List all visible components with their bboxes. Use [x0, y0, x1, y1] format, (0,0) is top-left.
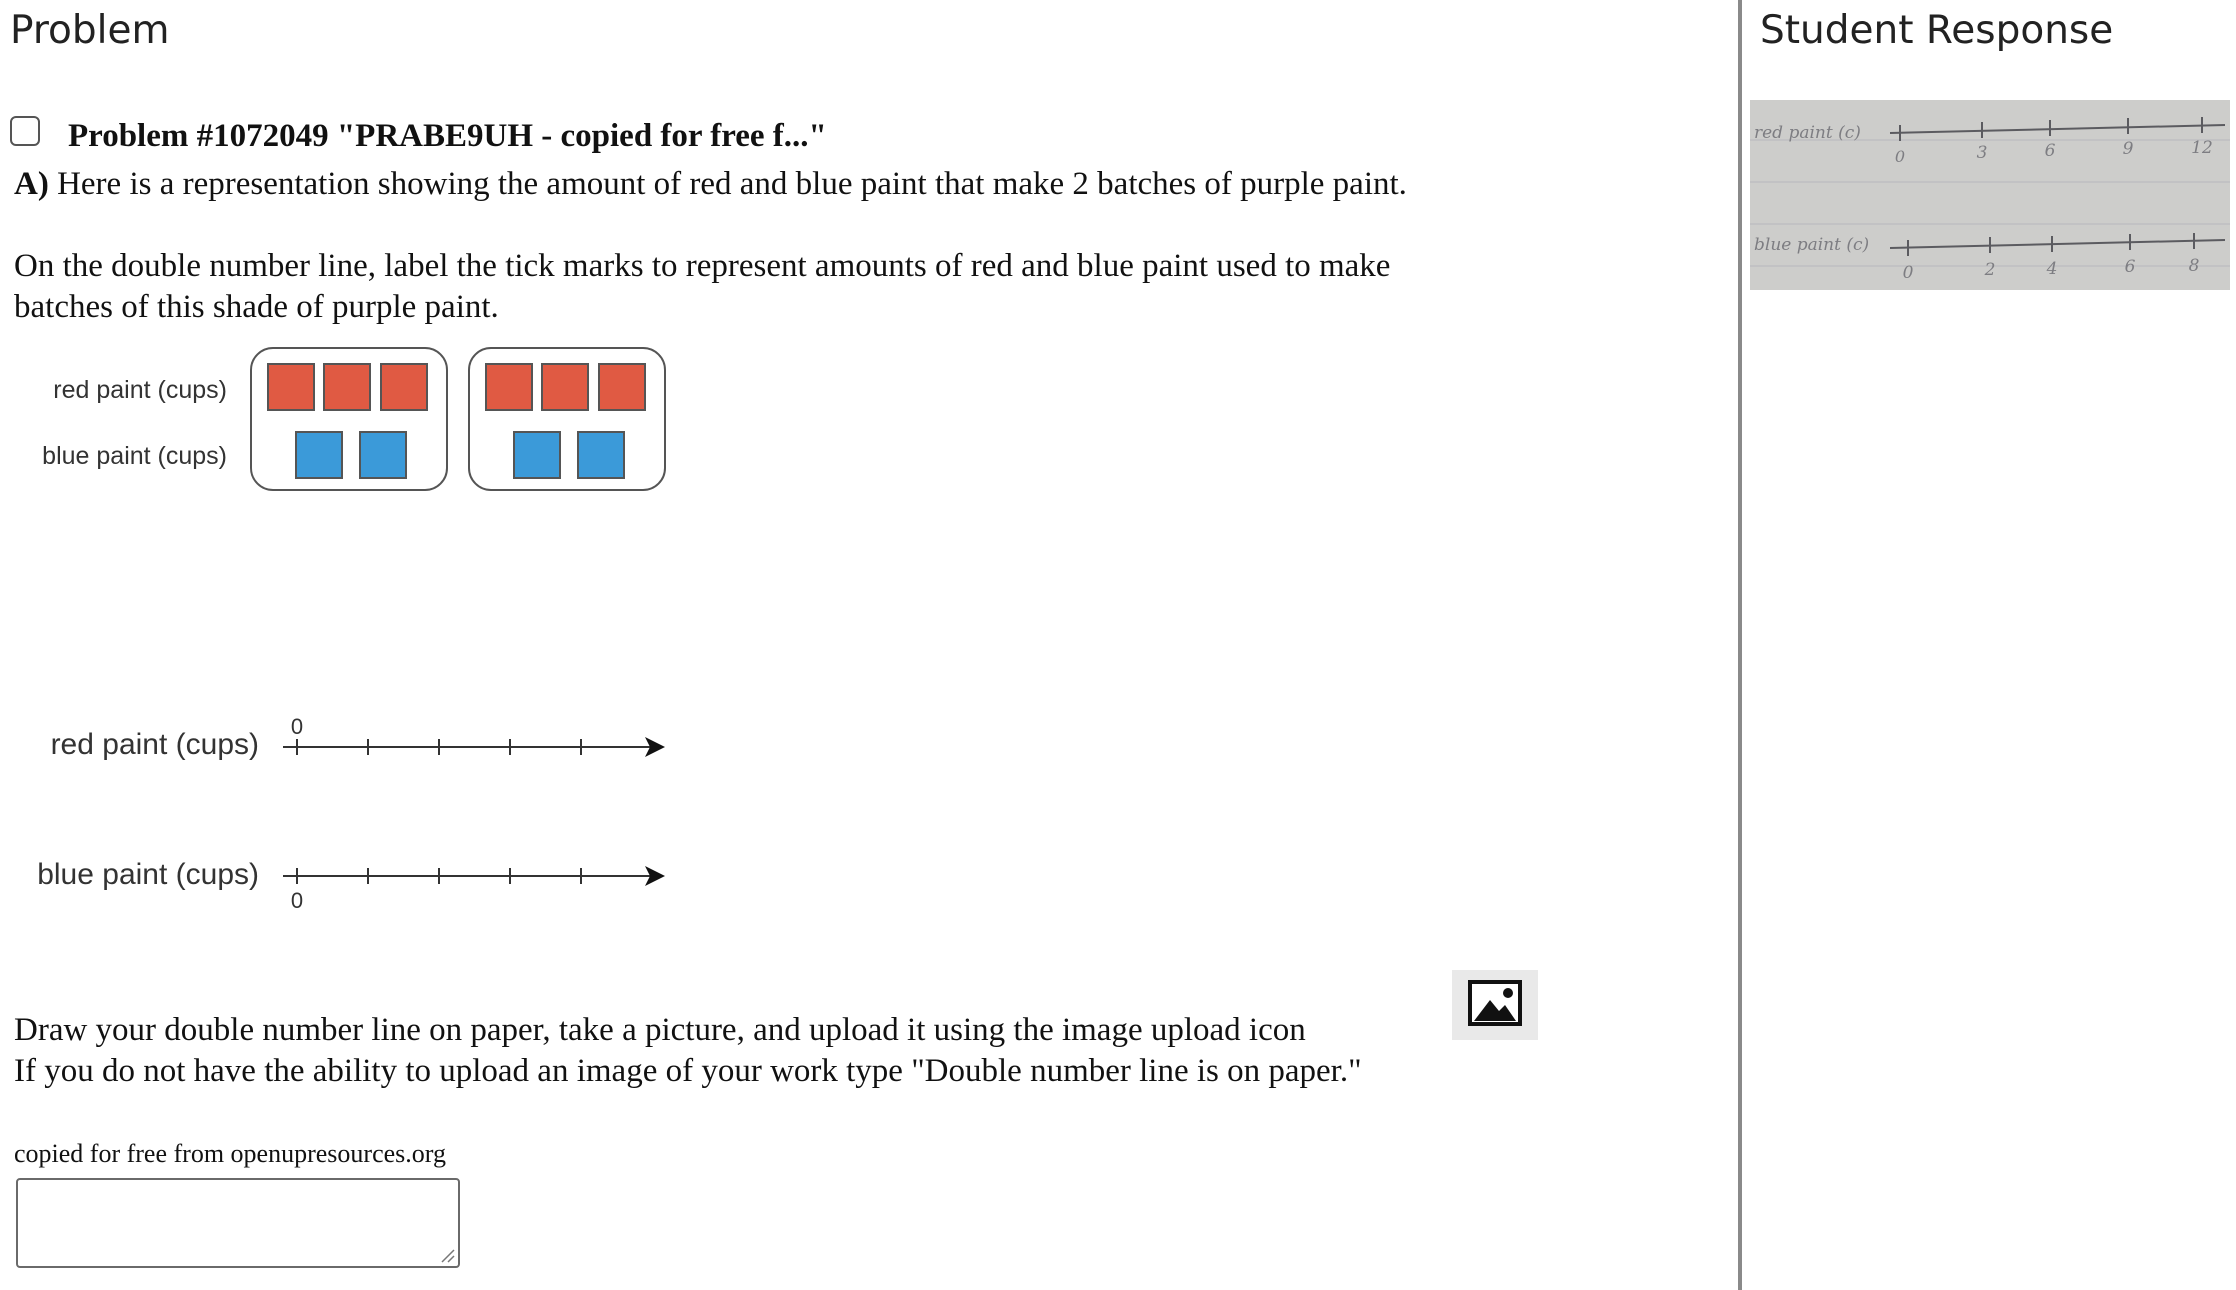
image-icon [1452, 970, 1538, 1040]
answer-textarea[interactable] [16, 1178, 460, 1268]
instruction-line-1: On the double number line, label the tick marks to represent amounts of red and blue paint used to make [14, 248, 1391, 284]
photo-blue-value: 0 [1902, 263, 1914, 283]
photo-blue-value: 8 [2188, 256, 2200, 276]
problem-checkbox[interactable] [10, 116, 40, 146]
image-upload-button[interactable] [1452, 970, 1538, 1040]
blue-cup-square [514, 432, 560, 478]
problem-panel-title: Problem [10, 8, 170, 53]
part-label: A) [14, 166, 49, 202]
photo-red-label: red paint (c) [1754, 123, 1861, 143]
red-zero-label: 0 [290, 714, 304, 739]
resize-handle-icon[interactable] [439, 1247, 455, 1263]
red-cup-square [381, 364, 427, 410]
student-response-photo [1750, 100, 2230, 290]
upload-instruction-line-1: Draw your double number line on paper, take a picture, and upload it using the image upload icon [14, 1012, 1306, 1048]
photo-blue-value: 2 [1984, 260, 1996, 280]
problem-header: Problem #1072049 "PRABE9UH - copied for free f..." [68, 118, 827, 154]
upload-instruction-line-2: If you do not have the ability to upload an image of your work type "Double number line is on paper." [14, 1053, 1362, 1089]
credit-text: copied for free from openupresources.org [14, 1139, 446, 1168]
blue-cup-square [296, 432, 342, 478]
red-cup-square [542, 364, 588, 410]
tape-red-label: red paint (cups) [53, 376, 227, 404]
double-number-line [0, 700, 700, 920]
student-response-panel [1742, 0, 2236, 1290]
red-cup-square [268, 364, 314, 410]
tape-diagram [0, 340, 700, 510]
blue-cup-square [578, 432, 624, 478]
number-line-red-label: red paint (cups) [50, 728, 259, 761]
photo-blue-value: 6 [2124, 257, 2136, 277]
red-cup-square [486, 364, 532, 410]
number-line-blue-label: blue paint (cups) [37, 858, 259, 891]
blue-cup-square [360, 432, 406, 478]
student-response-title: Student Response [1760, 8, 2114, 53]
photo-red-value: 12 [2191, 138, 2213, 158]
instruction-line-2: batches of this shade of purple paint. [14, 289, 499, 325]
photo-red-value: 0 [1894, 147, 1906, 166]
red-cup-square [599, 364, 645, 410]
photo-red-value: 6 [2044, 141, 2056, 161]
part-a-text [14, 164, 1407, 205]
tape-blue-label: blue paint (cups) [42, 442, 227, 470]
photo-blue-value: 4 [2046, 259, 2058, 279]
red-cup-square [324, 364, 370, 410]
photo-red-value: 3 [1976, 143, 1988, 163]
photo-blue-label: blue paint (c) [1754, 235, 1870, 255]
blue-zero-label: 0 [290, 888, 304, 913]
part-description: Here is a representation showing the amount of red and blue paint that make 2 batches of purple paint. [48, 166, 1407, 202]
photo-red-value: 9 [2122, 139, 2134, 159]
